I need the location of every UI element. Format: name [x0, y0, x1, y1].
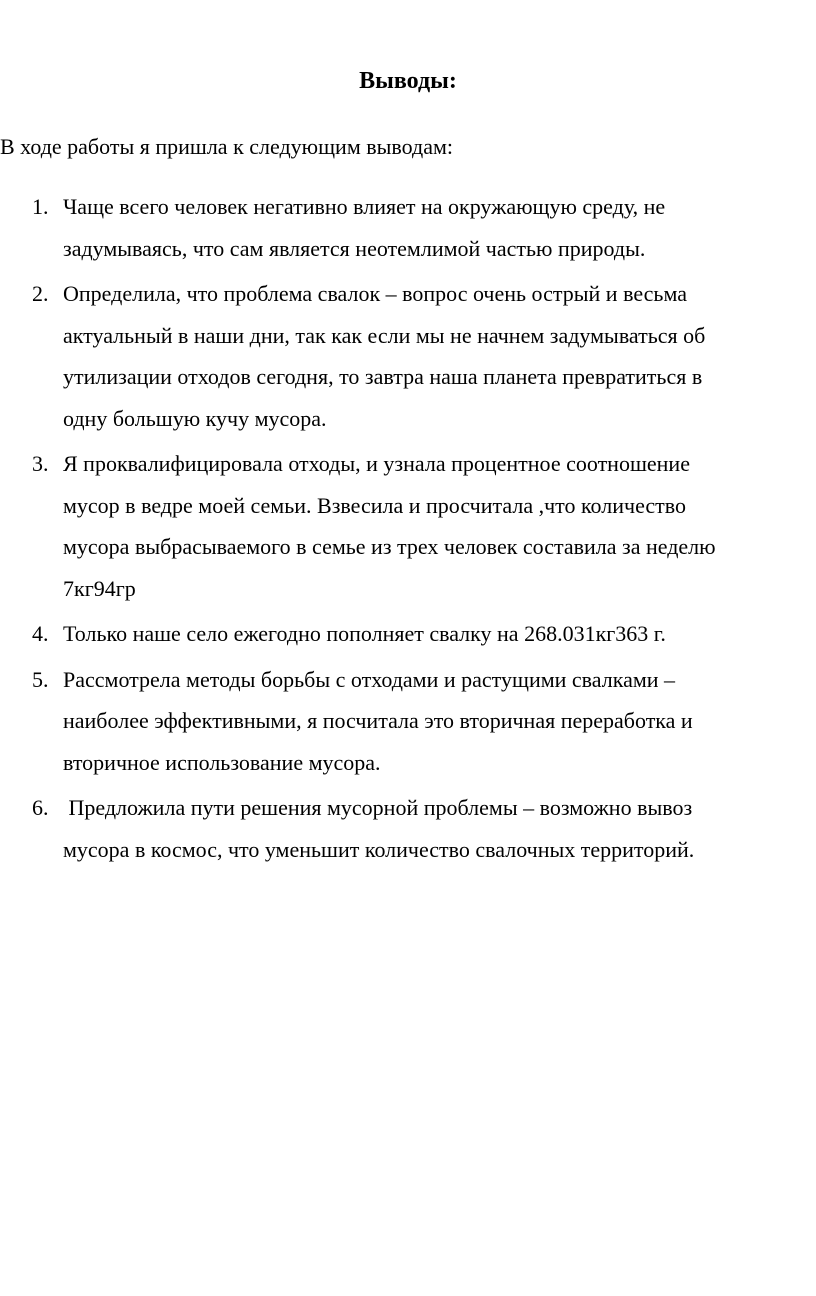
list-item-line: мусор в ведре моей семьи. Взвесила и просчитала ,что количество — [63, 492, 686, 518]
list-item-line: утилизации отходов сегодня, то завтра наша планета превратиться в — [63, 364, 703, 389]
list-item — [0, 787, 816, 870]
list-item-line: Рассмотрела методы борьбы с отходами и растущими свалками – — [63, 666, 676, 692]
list-item-line: Чаще всего человек негативно влияет на окружающую среду, не — [63, 194, 666, 219]
list-item-line: Я проквалифицировала отходы, и узнала процентное соотношение — [63, 451, 690, 476]
list-item-number: 3. — [32, 451, 49, 476]
list-item-line: Определила, что проблема свалок – вопрос очень острый и весьма — [63, 281, 687, 306]
page-title: Выводы: — [359, 68, 457, 94]
list-item-number: 2. — [32, 281, 49, 306]
list-item — [0, 186, 816, 269]
list-item-line: задумываясь, что сам является неотемлимой частью природы. — [63, 235, 646, 261]
list-item-line: Предложила пути решения мусорной проблемы – возможно вывоз — [63, 795, 693, 820]
list-item — [0, 443, 816, 609]
list-item-number: 4. — [32, 621, 49, 646]
list-item-line: мусора выбрасываемого в семье из трех человек составила за неделю — [63, 534, 716, 559]
list-item-line: актуальный в наши дни, так как если мы не начнем задумываться об — [63, 322, 706, 348]
list-item-line: мусора в космос, что уменьшит количество свалочных территорий. — [63, 836, 695, 862]
list-item-number: 5. — [32, 666, 49, 692]
list-item-line: Только наше село ежегодно пополняет свалку на 268.031кг363 г. — [63, 621, 666, 646]
list-item-line: одну большую кучу мусора. — [63, 405, 327, 431]
list-item-number: 1. — [32, 194, 49, 219]
conclusions-list — [0, 186, 816, 874]
intro-paragraph: В ходе работы я пришла к следующим выводам: — [0, 134, 454, 159]
list-item-number: 6. — [32, 795, 49, 820]
list-item — [0, 273, 816, 439]
list-item-line: вторичное использование мусора. — [63, 749, 381, 775]
list-item-line: наиболее эффективными, я посчитала это вторичная переработка и — [63, 708, 693, 733]
list-item — [0, 613, 816, 655]
list-item-line: 7кг94гр — [63, 575, 136, 601]
list-item — [0, 659, 816, 784]
